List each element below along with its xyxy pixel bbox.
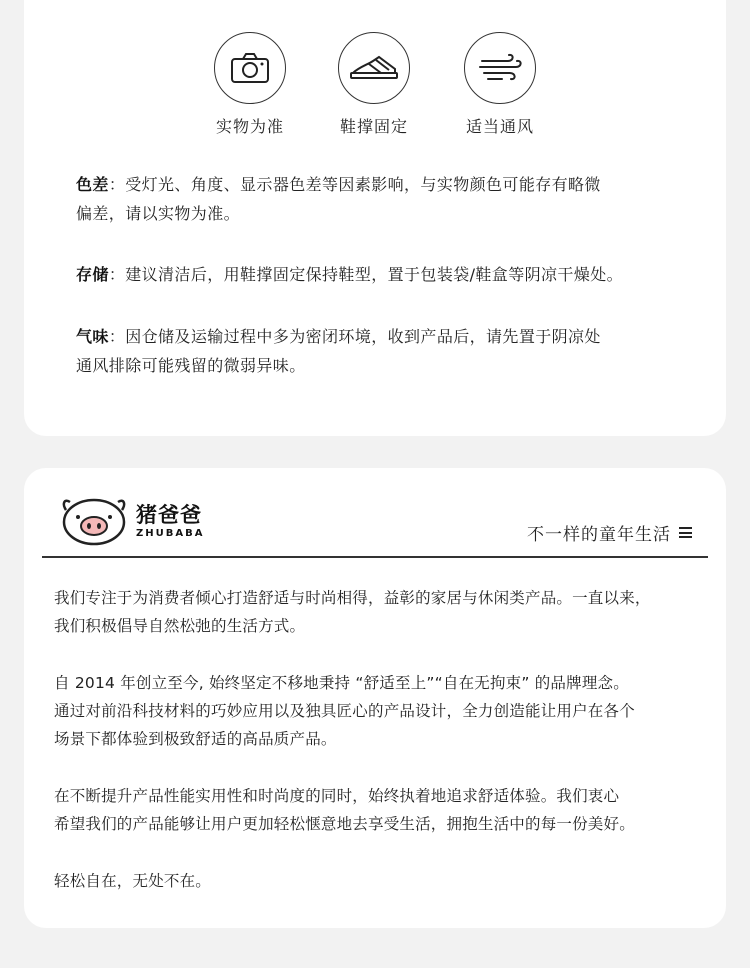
care-label: 适当通风	[465, 117, 534, 136]
story-paragraph	[54, 867, 704, 895]
care-item-real-product	[190, 32, 310, 137]
brand-name-cn: 猪爸爸	[136, 503, 202, 527]
brand-story-card	[24, 468, 726, 928]
note-separator: ：	[108, 327, 126, 346]
shoe-tree-icon	[338, 32, 410, 104]
care-label: 实物为准	[215, 117, 284, 136]
note-text: 受灯光、角度、显示器色差等因素影响，与实物颜色可能存有略微	[125, 175, 601, 194]
story-line: 场景下都体验到极致舒适的高品质产品。	[54, 730, 337, 748]
story-paragraph	[54, 584, 704, 640]
care-tips-card	[24, 0, 726, 436]
note-separator: ：	[108, 175, 126, 194]
note-title: 气味	[76, 327, 109, 346]
story-line: 我们积极倡导自然松弛的生活方式。	[54, 617, 306, 635]
note-title: 存储	[76, 265, 109, 284]
brand-slogan	[527, 520, 692, 545]
story-paragraph	[54, 782, 704, 838]
wind-icon	[464, 32, 536, 104]
brand-name-en: ZHUBABA	[136, 528, 205, 539]
story-paragraph	[54, 669, 704, 753]
note-storage	[76, 260, 706, 289]
menu-icon[interactable]	[679, 527, 692, 538]
note-text: 通风排除可能残留的微弱异味。	[76, 356, 306, 375]
story-line: 我们专注于为消费者倾心打造舒适与时尚相得，益彰的家居与休闲类产品。一直以来，	[54, 589, 651, 607]
story-line: 轻松自在，无处不在。	[54, 872, 212, 890]
care-label: 鞋撑固定	[339, 117, 408, 136]
story-line: 希望我们的产品能够让用户更加轻松惬意地去享受生活，拥抱生活中的每一份美好。	[54, 815, 635, 833]
note-title: 色差	[76, 175, 109, 194]
brand-story	[54, 584, 704, 895]
brand-divider	[42, 556, 708, 558]
pig-logo-icon	[60, 496, 128, 548]
brand-logo	[60, 496, 204, 548]
care-item-ventilation	[440, 32, 560, 137]
story-line: 在不断提升产品性能实用性和时尚度的同时，始终执着地追求舒适体验。我们衷心	[54, 787, 620, 805]
story-line: 自 2014 年创立至今, 始终坚定不移地秉持 “舒适至上”“自在无拘束” 的品牌理念。	[54, 674, 629, 692]
note-text: 建议清洁后，用鞋撑固定保持鞋型，置于包装袋/鞋盒等阴凉干燥处。	[125, 265, 624, 284]
note-odor	[76, 322, 706, 380]
note-separator: ：	[108, 265, 126, 284]
care-item-shoe-tree	[314, 32, 434, 137]
camera-icon	[214, 32, 286, 104]
note-text: 偏差，请以实物为准。	[76, 204, 241, 223]
story-line: 通过对前沿科技材料的巧妙应用以及独具匠心的产品设计，全力创造能让用户在各个	[54, 702, 635, 720]
note-text: 因仓储及运输过程中多为密闭环境，收到产品后，请先置于阴凉处	[125, 327, 601, 346]
slogan-text: 不一样的童年生活	[527, 525, 671, 545]
note-color-difference	[76, 170, 706, 228]
